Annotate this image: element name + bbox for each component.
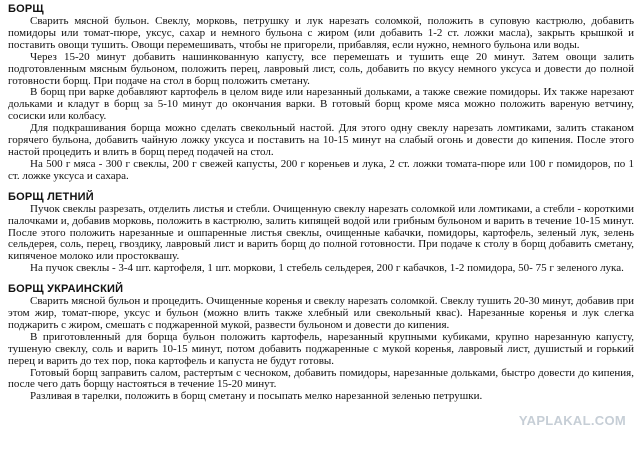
recipe-paragraph: Сварить мясной бульон. Свеклу, морковь, петрушку и лук нарезать соломкой, положить в суповую кастрюлю, добавить помидоры или томат-пюре, уксус, сахар и немного бульона с жиром (или добавить 1-2 ст. ложки масла), закрыть крышкой и поставить овощи тушить. Овощи перемешивать, чтобы не пригорели, прибавляя, если нужно, немного бульона или воды. [8,15,634,51]
recipe-borsch [8,3,634,183]
recipe-paragraph: Через 15-20 минут добавить нашинкованную капусту, все перемешать и тушить еще 20 минут. Затем овощи залить подготовленным мясным бульоном, положить перец, лавровый лист, соль, добавить по вкусу немного уксуса и довести до полной готовности борщ. При подаче на стол в борщ положить сметану. [8,50,634,87]
recipe-ingredients: На 500 г мяса - 300 г свеклы, 200 г свежей капусты, 200 г кореньев и лука, 2 ст. ложки томата-пюре или 100 г помидоров, по 1 ст. ложке уксуса и сахара. [8,157,634,182]
recipe-paragraph: Для подкрашивания борща можно сделать свекольный настой. Для этого одну свеклу нарезать ломтиками, залить стаканом горячего бульона, добавить чайную ложку уксуса и поставить на 10-15 минут на слабый огонь и довести до кипения. После этого настой процедить и влить в борщ перед подачей на стол. [8,122,634,158]
recipe-page [8,3,634,411]
watermark: YAPLAKAL.COM [518,413,626,428]
recipe-title-borsch-ukrainian: БОРЩ УКРАИНСКИЙ [8,283,124,296]
recipe-paragraph: В приготовленный для борща бульон положить картофель, нарезанный крупными кубиками, крупно нарезанную капусту, тушеную свеклу, соль и варить 10-15 минут, потом добавить поджаренные с мукой коренья, лавровый лист, душистый и горький перец и варить до тех пор, пока картофель и капуста не будут готовы. [8,330,634,367]
recipe-paragraph: Пучок свеклы разрезать, отделить листья и стебли. Очищенную свеклу нарезать соломкой или ломтиками, а стебли - короткими палочками и, добавив морковь, положить в кастрюлю, залить кипящей водой или грибным бульоном и варить в течение 10-15 минут. После этого положить нарезанные и ошпаренные листья свеклы, очищенные кабачки, помидоры, картофель, зеленый лук, зелень сельдерея, соль, перец, гвоздику, лавровый лист и варить борщ до полной готовности. При подаче к столу в борщ добавить сметану, кипяченое молоко или простоквашу. [8,202,634,263]
recipe-ingredients: На пучок свеклы - 3-4 шт. картофеля, 1 шт. моркови, 1 стебель сельдерея, 200 г кабачков, 1-2 помидора, 50- 75 г зеленого лука. [30,262,624,275]
recipe-paragraph: Сварить мясной бульон и процедить. Очищенные коренья и свеклу нарезать соломкой. Свеклу тушить 20-30 минут, добавив при этом жир, томат-пюре, уксус и бульон (можно влить также хлебный или свекольный квас). Нарезанные коренья и лук слегка поджарить с жиром, смешать с поджаренной мукой, развести бульоном и довести до кипения. [8,295,634,331]
recipe-paragraph: Готовый борщ заправить салом, растертым с чесноком, добавить помидоры, нарезанные дольками, быстро довести до кипения, после чего дать борщу настояться в течение 15-20 минут. [8,366,634,391]
recipe-title-borsch: БОРЩ [8,3,44,15]
recipe-title-borsch-summer: БОРЩ ЛЕТНИЙ [8,190,94,203]
recipe-paragraph: В борщ при варке добавляют картофель в целом виде или нарезанный дольками, а также свежие помидоры. Их также нарезают дольками и кладут в борщ за 5-10 минут до окончания варки. В готовый борщ кроме мяса можно положить вареную ветчину, сосиски или колбасу. [8,86,634,123]
recipe-paragraph: Разливая в тарелки, положить в борщ сметану и посыпать мелко нарезанной зеленью петрушки. [30,390,483,403]
recipe-borsch-summer [8,191,634,275]
recipe-borsch-ukrainian [8,283,634,403]
